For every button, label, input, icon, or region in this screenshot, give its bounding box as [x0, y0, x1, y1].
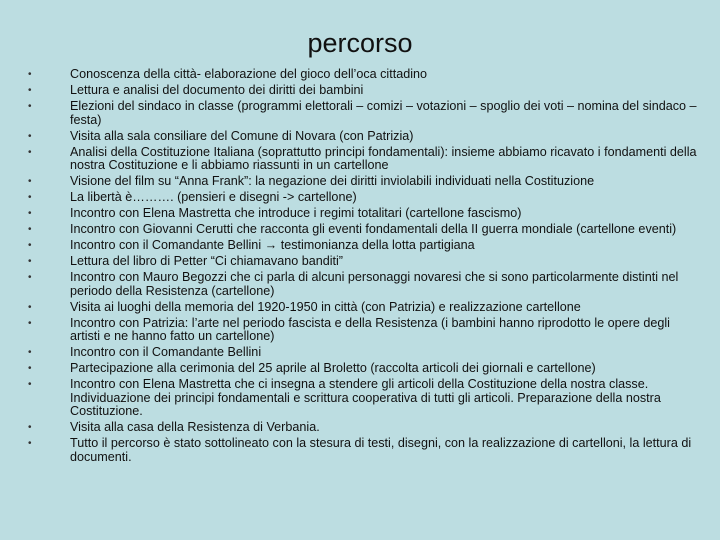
list-item-text: Partecipazione alla cerimonia del 25 aprile al Broletto (raccolta articoli dei giornali e cartellone): [70, 361, 596, 376]
list-item: [28, 346, 700, 360]
list-item: [28, 68, 700, 82]
list-item-text: Visita alla sala consiliare del Comune di Novara (con Patrizia): [70, 128, 414, 143]
list-item-text: Visita alla casa della Resistenza di Verbania.: [70, 420, 320, 435]
list-item-text: Elezioni del sindaco in classe (programmi elettorali – comizi – votazioni – spoglio dei voti – nomina del sindaco – festa): [70, 98, 697, 127]
list-item: [28, 239, 700, 253]
bullet-icon: •: [28, 422, 32, 434]
list-item-text: Visione del film su “Anna Frank”: la negazione dei diritti inviolabili individuati nella Costituzione: [70, 174, 595, 189]
list-item: [28, 362, 700, 376]
list-item: [28, 191, 700, 205]
bullet-icon: •: [28, 192, 32, 204]
list-item: [28, 271, 700, 298]
bullet-icon: •: [28, 69, 32, 80]
list-item: [28, 301, 700, 315]
list-item: [28, 255, 700, 269]
slide-title: percorso: [307, 28, 413, 58]
list-item: [28, 223, 700, 237]
list-item-text: Visita ai luoghi della memoria del 1920-1950 in città (con Patrizia) e realizzazione cartellone: [70, 299, 581, 314]
list-item: [28, 437, 700, 464]
bullet-icon: •: [28, 224, 32, 236]
bullet-icon: •: [28, 256, 32, 268]
bullet-icon: •: [28, 347, 32, 359]
list-item: [28, 84, 700, 98]
list-item-text: La libertà è………. (pensieri e disegni -> cartellone): [70, 190, 357, 205]
list-item: [28, 317, 700, 344]
bullet-icon: •: [28, 272, 32, 284]
bullet-icon: •: [28, 84, 32, 96]
list-item-text: Incontro con Giovanni Cerutti che racconta gli eventi fondamentali della II guerra mondiale (cartellone eventi): [70, 222, 677, 237]
list-item-text: Lettura del libro di Petter “Ci chiamavano banditi”: [70, 254, 344, 269]
bullet-icon: •: [28, 100, 32, 112]
bullet-icon: •: [28, 317, 32, 329]
list-item-text: Incontro con Elena Mastretta che introduce i regimi totalitari (cartellone fascismo): [70, 206, 522, 221]
list-item: [28, 421, 700, 435]
bullet-icon: •: [28, 379, 32, 391]
bullet-icon: •: [28, 240, 32, 252]
bullet-icon: •: [28, 130, 32, 142]
list-item-text: Incontro con Elena Mastretta che ci insegna a stendere gli articoli della Costituzione della nostra classe. Individuazione dei principi fondamentali e scrittura cooperativa di tutti gli articoli. Preparazione della nostra Costituzione.: [70, 377, 661, 419]
list-item-text: Incontro con il Comandante Bellini: [70, 345, 262, 360]
activity-list: [28, 68, 700, 467]
bullet-icon: •: [28, 301, 32, 313]
list-item-text: Incontro con Patrizia: l’arte nel periodo fascista e della Resistenza (i bambini hanno riprodotto le opere degli artisti e ne hanno fatto un cartellone): [70, 315, 670, 344]
list-item: [28, 100, 700, 127]
list-item: [28, 207, 700, 221]
list-item-text: Incontro con Mauro Begozzi che ci parla di alcuni personaggi novaresi che si sono particolarmente distinti nel periodo della Resistenza (cartellone): [70, 270, 679, 298]
list-item-text: Lettura e analisi del documento dei diritti dei bambini: [70, 82, 364, 97]
bullet-icon: •: [28, 363, 32, 375]
list-item: [28, 378, 700, 419]
list-item: [28, 175, 700, 189]
list-item-text: Conoscenza della città- elaborazione del gioco dell’oca cittadino: [70, 67, 428, 81]
bullet-icon: •: [28, 146, 32, 158]
bullet-icon: •: [28, 176, 32, 188]
list-item-text: Incontro con il Comandante Bellini → testimonianza della lotta partigiana: [70, 238, 475, 253]
bullet-icon: •: [28, 438, 32, 450]
list-item-text: Tutto il percorso è stato sottolineato con la stesura di testi, disegni, con la realizzazione di cartelloni, la lettura di documenti.: [70, 436, 692, 464]
list-item: [28, 146, 700, 173]
bullet-icon: •: [28, 208, 32, 220]
list-item-text: Analisi della Costituzione Italiana (soprattutto principi fondamentali): insieme abbiamo ricavato i fondamenti della nostra Costituzione e li abbiamo riassunti in un cartellone: [70, 144, 697, 173]
list-item: [28, 130, 700, 144]
